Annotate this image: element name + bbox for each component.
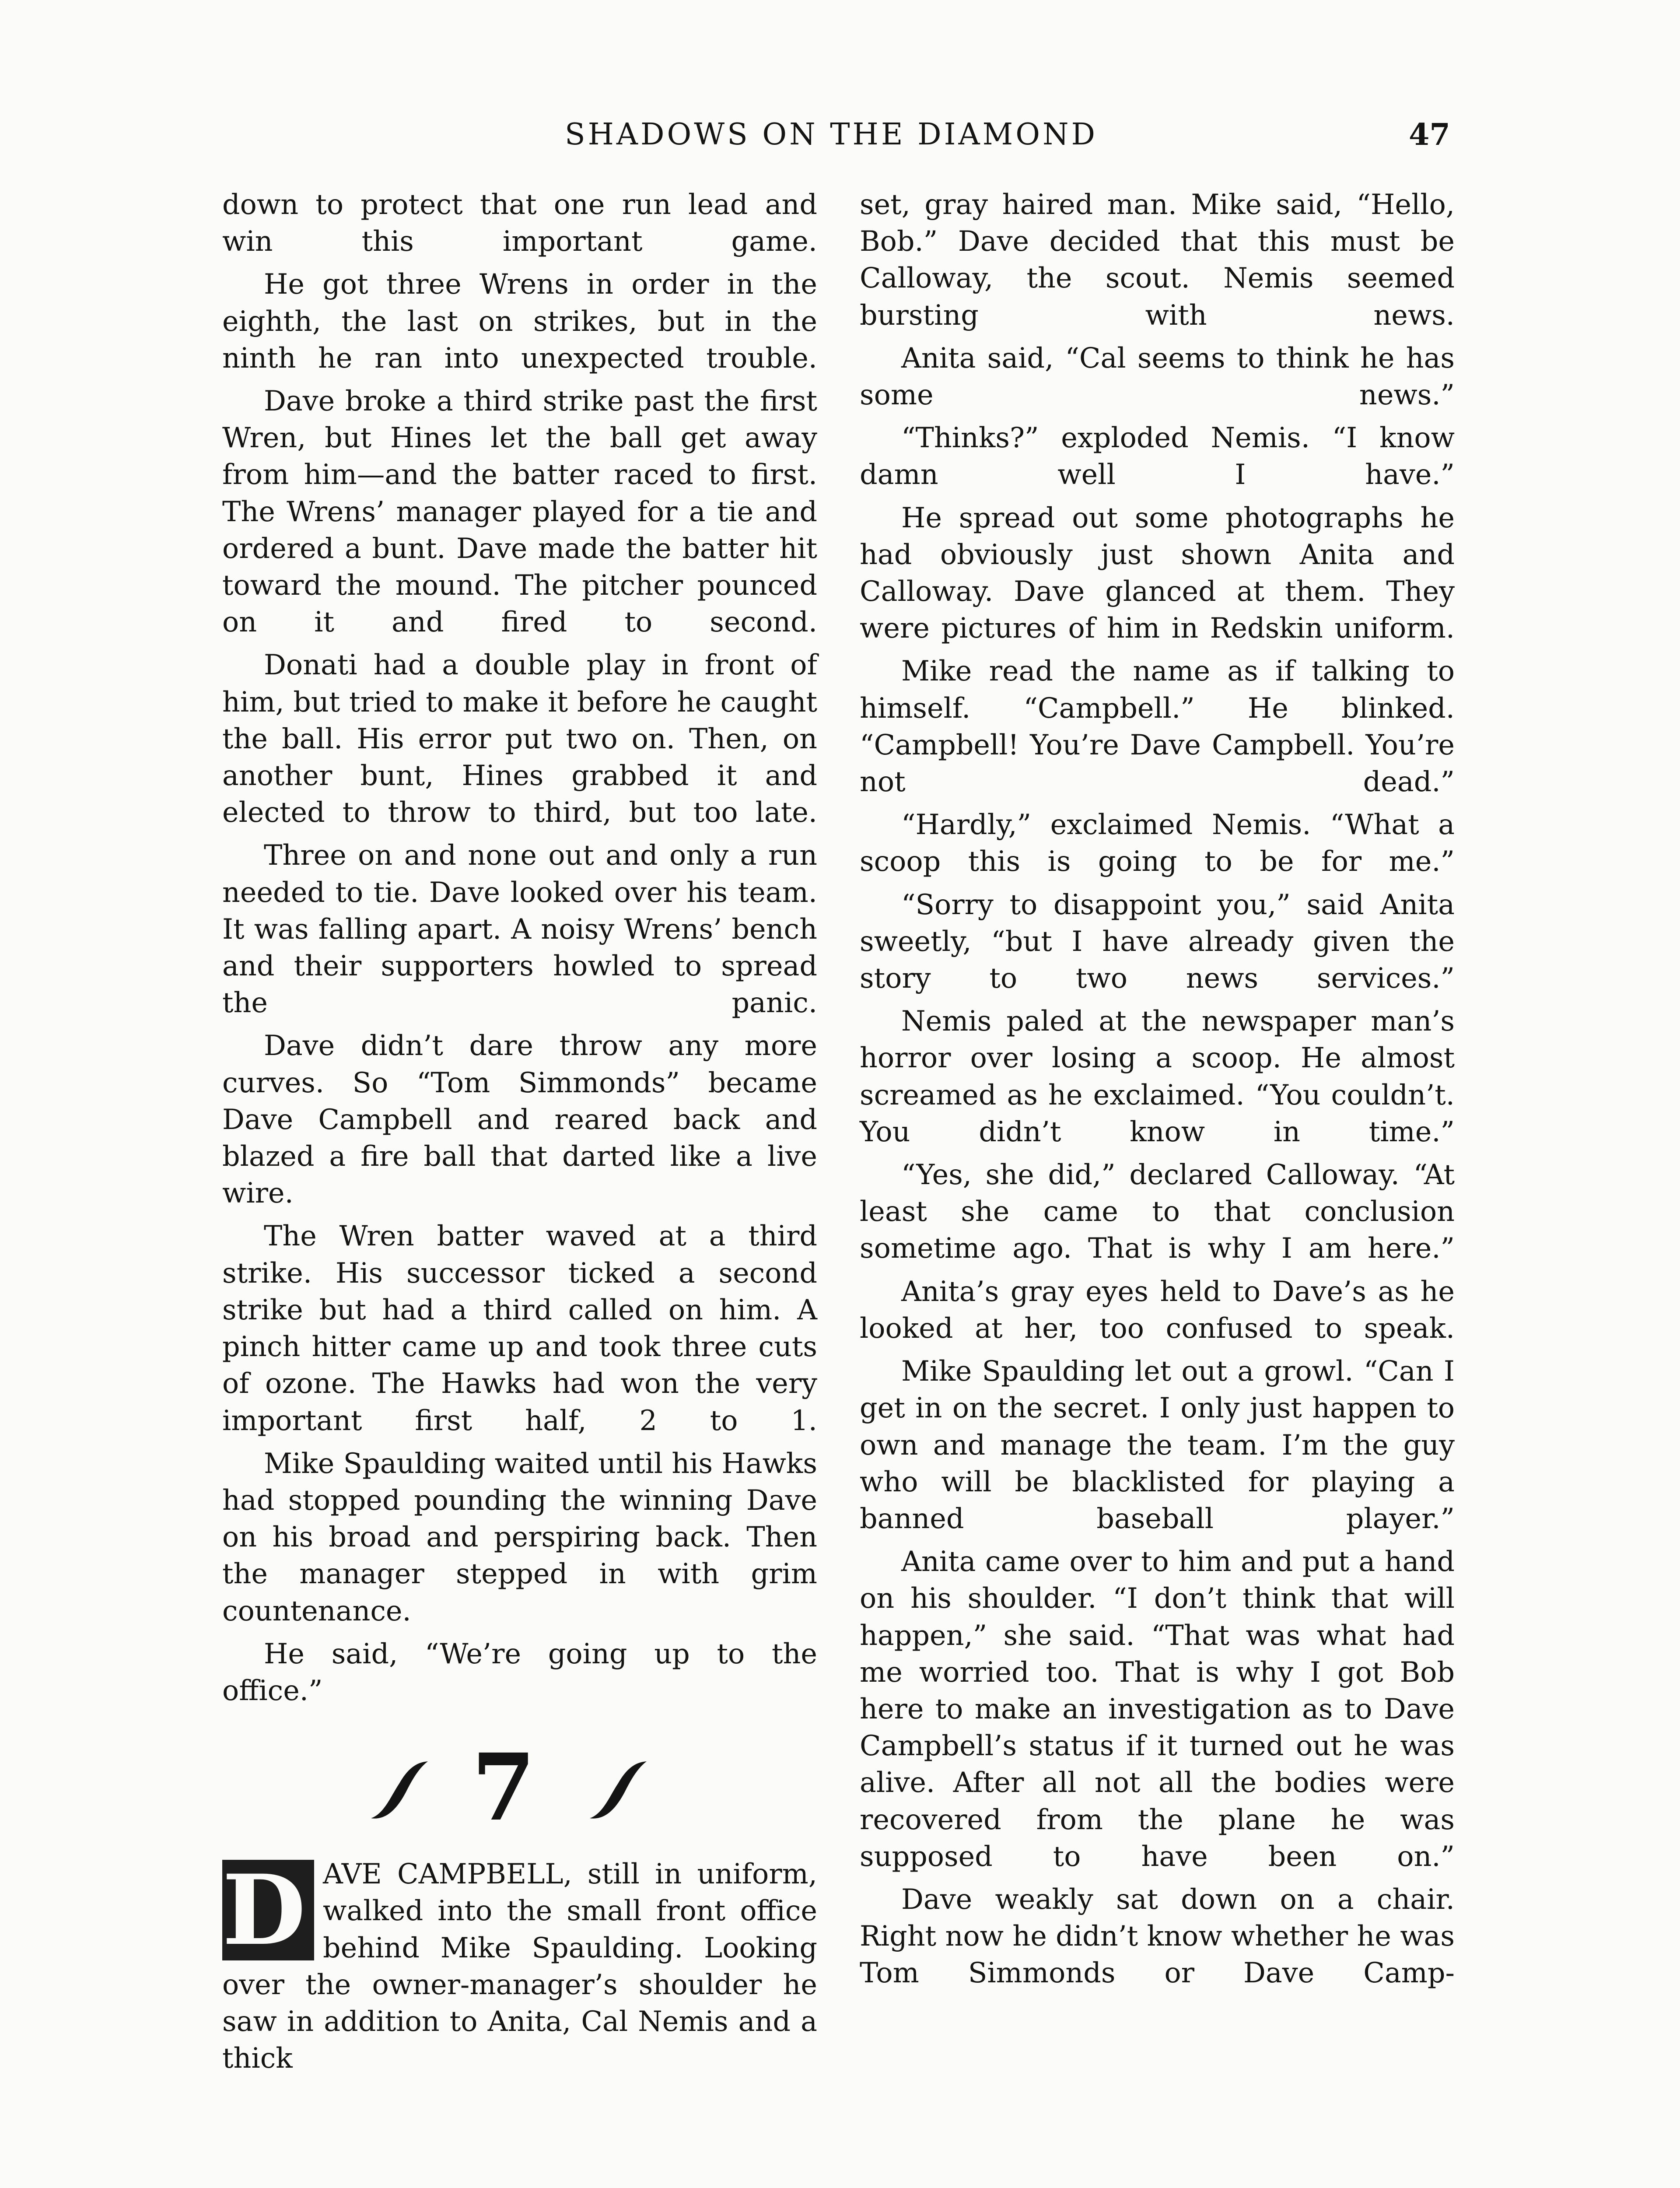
paragraph: The Wren batter waved at a third strike. His successor ticked a second strike but had a third called on him. A pinch hitter came up and took three cuts of ozone. The Hawks had won the very important first half, 2 to 1. — [222, 1220, 817, 1437]
drop-cap: D — [222, 1860, 314, 1960]
page-number: 47 — [1409, 117, 1450, 152]
paragraph: Anita’s gray eyes held to Dave’s as he looked at her, too confused to speak. — [860, 1275, 1455, 1344]
paragraph: Mike Spaulding waited until his Hawks had stopped pounding the winning Dave on his broad and perspiring back. Then the manager stepped in with grim countenance. — [222, 1447, 817, 1627]
paragraph: Donati had a double play in front of him, but tried to make it before he caught the ball. His error put two on. Then, on another bunt, Hines grabbed it and elected to throw to third, but too late. — [222, 649, 817, 829]
paragraph: Mike read the name as if talking to himself. “Campbell.” He blinked. “Campbell! You’re Dave Campbell. You’re not dead.” — [860, 655, 1455, 798]
paragraph: set, gray haired man. Mike said, “Hello, Bob.” Dave decided that this must be Calloway, the scout. Nemis seemed bursting with news. — [860, 188, 1455, 331]
paragraph: Three on and none out and only a run needed to tie. Dave looked over his team. It was falling apart. A noisy Wrens’ bench and their supporters howled to spread the panic. — [222, 839, 817, 1019]
right-column — [860, 186, 1455, 1998]
paragraph: “Thinks?” exploded Nemis. “I know damn well I have.” — [860, 421, 1455, 491]
paragraph: Mike Spaulding let out a growl. “Can I get in on the secret. I only just happen to own and manage the team. I’m the guy who will be blacklisted for playing a banned baseball player.” — [860, 1355, 1455, 1535]
chapter-heading — [222, 1733, 817, 1842]
paragraph: He spread out some photographs he had obviously just shown Anita and Calloway. Dave glanced at them. They were pictures of him in Redskin uniform. — [860, 501, 1455, 645]
paragraph: “Sorry to disappoint you,” said Anita sweetly, “but I have already given the story to two news services.” — [860, 888, 1455, 995]
paragraph: Anita came over to him and put a hand on his shoulder. “I don’t think that will happen,” she said. “That was what had me worried too. That is why I got Bob here to make an investigation as to Dave Campbell’s status if it turned out he was alive. After all not all the bodies were recovered from the plane he was supposed to have been on.” — [860, 1545, 1455, 1872]
paragraph: Anita said, “Cal seems to think he has some news.” — [860, 341, 1455, 411]
running-title: SHADOWS ON THE DIAMOND — [564, 117, 1098, 152]
paragraph: “Hardly,” exclaimed Nemis. “What a scoop this is going to be for me.” — [860, 808, 1455, 878]
paragraph: Dave didn’t dare throw any more curves. So “Tom Simmonds” became Dave Campbell and reared back and blazed a fire ball that darted like a live wire. — [222, 1029, 817, 1210]
paragraph: He said, “We’re going up to the office.” — [222, 1637, 817, 1707]
left-column — [222, 186, 817, 2083]
chapter-opening — [222, 1855, 817, 2076]
swash-ornament-icon — [585, 1757, 651, 1823]
paragraph: down to protect that one run lead and win this important game. — [222, 188, 817, 258]
paragraph: Nemis paled at the newspaper man’s horror over losing a scoop. He almost screamed as he exclaimed. “You couldn’t. You didn’t know in time.” — [860, 1005, 1455, 1148]
paragraph: “Yes, she did,” declared Calloway. “At least she came to that conclusion sometime ago. That is why I am here.” — [860, 1158, 1455, 1265]
swash-ornament-icon — [367, 1757, 432, 1823]
paragraph: Dave broke a third strike past the first Wren, but Hines let the ball get away from him—and the batter raced to first. The Wrens’ manager played for a tie and ordered a bunt. Dave made the batter hit toward the mound. The pitcher pounced on it and fired to second. — [222, 385, 817, 638]
chapter-number: 7 — [472, 1733, 536, 1842]
page-header — [0, 117, 1680, 165]
paragraph: AVE CAMPBELL, still in uniform, walked into the small front office behind Mike Spaulding. Looking over the owner-manager’s shoulder he saw in addition to Anita, Cal Nemis and a thick — [222, 1858, 817, 2075]
paragraph: He got three Wrens in order in the eighth, the last on strikes, but in the ninth he ran into unexpected trouble. — [222, 268, 817, 374]
paragraph: Dave weakly sat down on a chair. Right now he didn’t know whether he was Tom Simmonds or Dave Camp- — [860, 1883, 1455, 1989]
